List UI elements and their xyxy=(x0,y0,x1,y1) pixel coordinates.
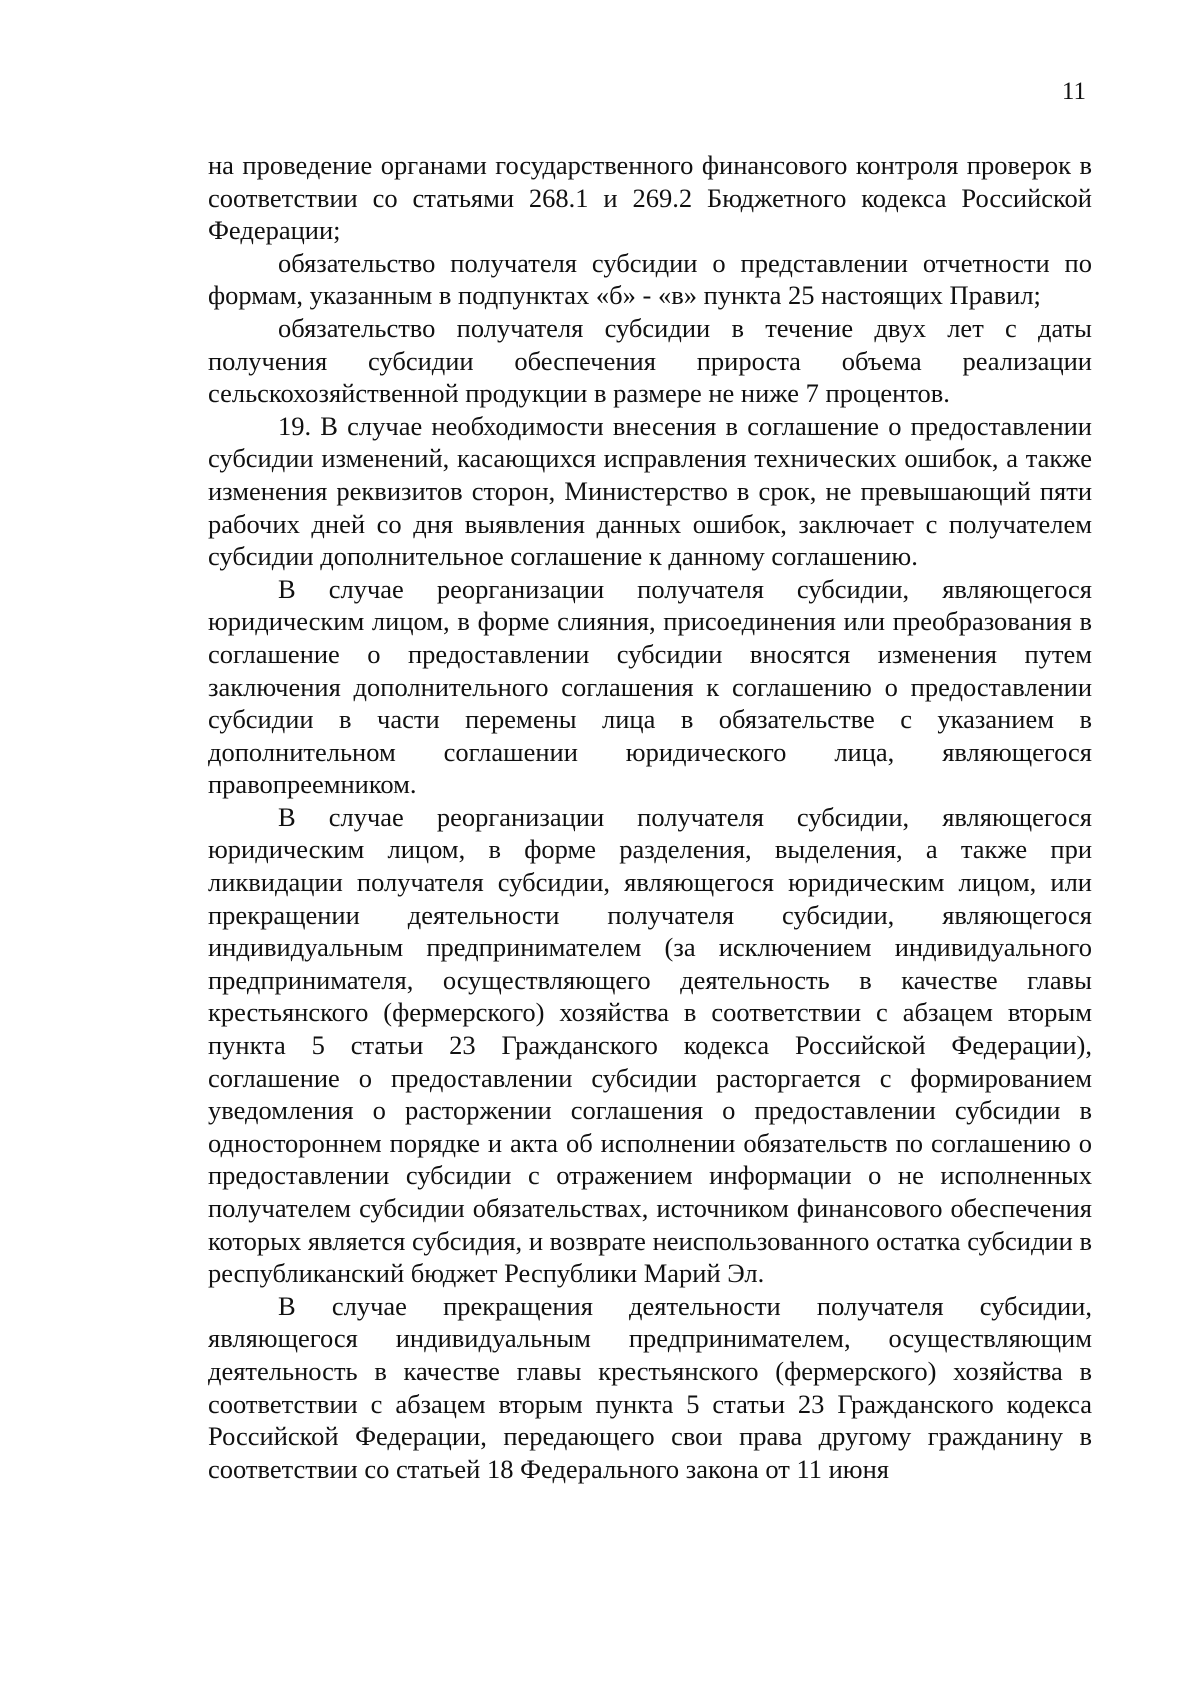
paragraph-reporting-obligation: обязательство получателя субсидии о представлении отчетности по формам, указанным в подпунктах «б» - «в» пункта 25 настоящих Правил; xyxy=(208,247,1092,311)
paragraph-reorganization-merger: В случае реорганизации получателя субсидии, являющегося юридическим лицом, в форме слияния, присоединения или преобразования в соглашение о предоставлении субсидии вносятся изменения путем заключения дополнительного соглашения к соглашению о предоставлении субсидии в части перемены лица в обязательстве с указанием в дополнительном соглашении юридического лица, являющегося правопреемником. xyxy=(208,573,1092,800)
page-number: 11 xyxy=(1061,78,1086,105)
document-body xyxy=(208,149,1092,1485)
paragraph-sales-growth-obligation: обязательство получателя субсидии в течение двух лет с даты получения субсидии обеспечения прироста объема реализации сельскохозяйственной продукции в размере не ниже 7 процентов. xyxy=(208,312,1092,409)
paragraph-control-inspections: на проведение органами государственного финансового контроля проверок в соответствии со статьями 268.1 и 269.2 Бюджетного кодекса Российской Федерации; xyxy=(208,150,1092,246)
paragraph-item-19: 19. В случае необходимости внесения в соглашение о предоставлении субсидии изменений, касающихся исправления технических ошибок, а также изменения реквизитов сторон, Министерство в срок, не превышающий пяти рабочих дней со дня выявления данных ошибок, заключает с получателем субсидии дополнительное соглашение к данному соглашению. xyxy=(208,410,1092,572)
paragraph-farm-head-termination: В случае прекращения деятельности получателя субсидии, являющегося индивидуальным предпринимателем, осуществляющим деятельность в качестве главы крестьянского (фермерского) хозяйства в соответствии с абзацем вторым пункта 5 статьи 23 Гражданского кодекса Российской Федерации, передающего свои права другому гражданину в соответствии со статьей 18 Федерального закона от 11 июня xyxy=(208,1290,1092,1484)
paragraph-reorganization-division: В случае реорганизации получателя субсидии, являющегося юридическим лицом, в форме разделения, выделения, а также при ликвидации получателя субсидии, являющегося юридическим лицом, или прекращении деятельности получателя субсидии, являющегося индивидуальным предпринимателем (за исключением индивидуального предпринимателя, осуществляющего деятельность в качестве главы крестьянского (фермерского) хозяйства в соответствии с абзацем вторым пункта 5 статьи 23 Гражданского кодекса Российской Федерации), соглашение о предоставлении субсидии расторгается с формированием уведомления о расторжении соглашения о предоставлении субсидии в одностороннем порядке и акта об исполнении обязательств по соглашению о предоставлении субсидии с отражением информации о не исполненных получателем субсидии обязательствах, источником финансового обеспечения которых является субсидия, и возврате неиспользованного остатка субсидии в республиканский бюджет Республики Марий Эл. xyxy=(208,801,1092,1289)
